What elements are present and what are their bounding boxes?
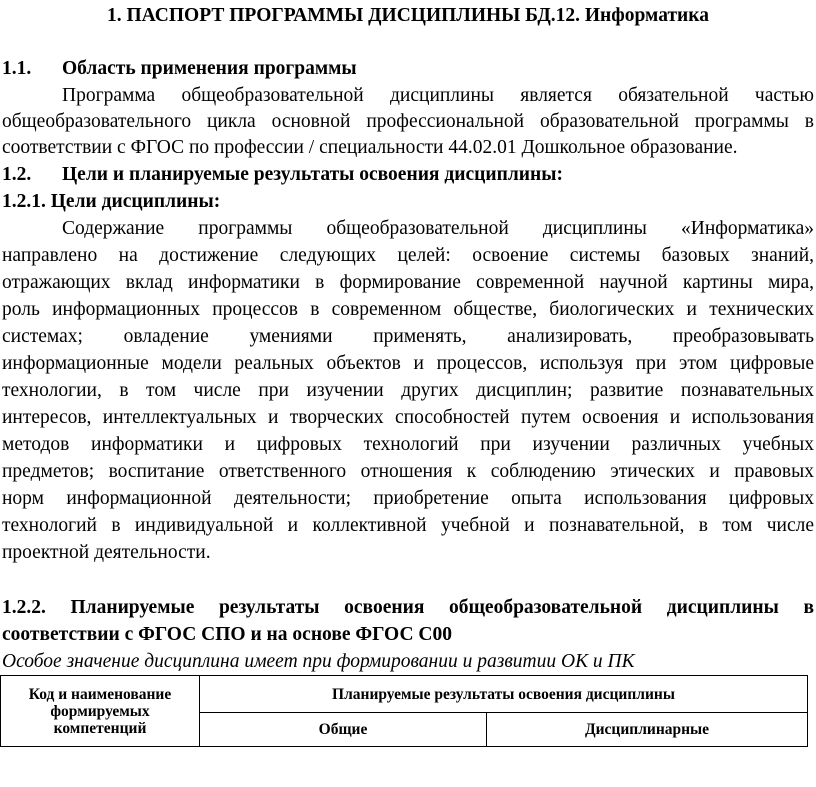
paragraph-line: направлено на достижение следующих целей: освоение системы базовых знаний, (2, 245, 814, 266)
paragraph-line: Содержание программы общеобразовательной дисциплины «Информатика» (62, 218, 814, 239)
section-1-1-number: 1.1. (2, 58, 32, 79)
section-1-2-2-heading-line: соответствии с ФГОС СПО и на основе ФГОС С00 (2, 624, 452, 645)
italic-note: Особое значение дисциплина имеет при формировании и развитии ОК и ПК (2, 651, 635, 672)
paragraph-line: соответствии с ФГОС по профессии / специальности 44.02.01 Дошкольное образование. (2, 137, 738, 158)
section-1-2-2-heading-line: 1.2.2. Планируемые результаты освоения общеобразовательной дисциплины в (2, 597, 814, 618)
table-header-results: Планируемые результаты освоения дисциплины (200, 676, 808, 713)
section-1-2-title: Цели и планируемые результаты освоения дисциплины: (62, 164, 563, 185)
table-subheader-disciplinary: Дисциплинарные (487, 713, 808, 747)
document-title: 1. ПАСПОРТ ПРОГРАММЫ ДИСЦИПЛИНЫ БД.12. Информатика (107, 5, 709, 26)
paragraph-line: системах; овладение умениями применять, анализировать, преобразовывать (2, 326, 814, 347)
paragraph-line: роль информационных процессов в современном обществе, биологических и технических (2, 299, 814, 320)
paragraph-line: технологий в индивидуальной и коллективной учебной и познавательной, в том числе (2, 515, 814, 536)
paragraph-line: отражающих вклад информатики в формирование современной научной картины мира, (2, 272, 814, 293)
paragraph-line: предметов; воспитание ответственного отношения к соблюдению этических и правовых (2, 461, 814, 482)
paragraph-line: интересов, интеллектуальных и творческих способностей путем освоения и использования (2, 407, 814, 428)
section-1-2-number: 1.2. (2, 164, 32, 185)
paragraph-line: технологии, в том числе при изучении других дисциплин; развитие познавательных (2, 380, 814, 401)
paragraph-line: проектной деятельности. (2, 542, 211, 563)
paragraph-line: общеобразовательного цикла основной профессиональной образовательной программы в (2, 111, 814, 132)
table-header-competencies: Код и наименование формируемых компетенций (1, 676, 200, 747)
section-1-2-1-heading: 1.2.1. Цели дисциплины: (2, 191, 221, 212)
table-subheader-general: Общие (200, 713, 487, 747)
paragraph-line: информационные модели реальных объектов и процессов, используя при этом цифровые (2, 353, 814, 374)
paragraph-line: Программа общеобразовательной дисциплины является обязательной частью (62, 85, 814, 106)
section-1-1-title: Область применения программы (62, 58, 357, 79)
paragraph-line: методов информатики и цифровых технологий при изучении различных учебных (2, 434, 814, 455)
paragraph-line: норм информационной деятельности; приобретение опыта использования цифровых (2, 488, 814, 509)
results-table (0, 675, 808, 747)
